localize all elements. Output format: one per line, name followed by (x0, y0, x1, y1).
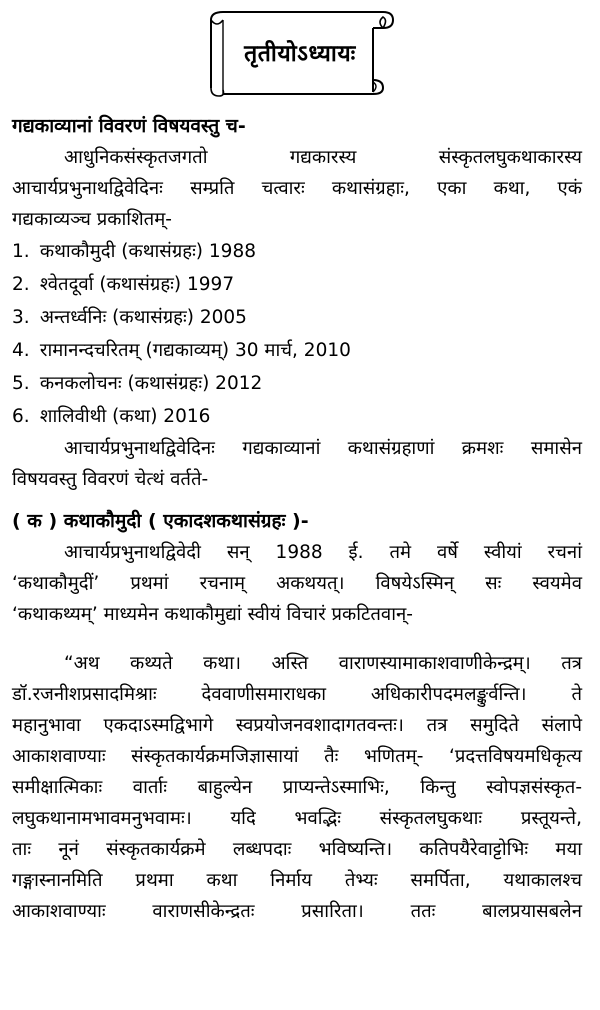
kathakaumudi-line-1: आचार्यप्रभुनाथद्विवेदी सन् 1988 ई. तमे वर्षे स्वीयां रचनां (64, 542, 582, 563)
chapter-title: तृतीयोऽध्यायः (244, 41, 356, 67)
list-item (12, 268, 582, 301)
list-item (12, 301, 582, 334)
list-item-number: 5. (12, 373, 30, 394)
quote-line-1: “अथ कथ्यते कथा। अस्ति वाराणस्यामाकाशवाणीकेन्द्रम्। तत्र (64, 653, 582, 674)
list-item-number: 2. (12, 274, 30, 295)
quote-line-4: आकाशवाण्याः संस्कृतकार्यक्रमजिज्ञासायां तैः भणितम्- ‘प्रदत्तविषयमधिकृत्य (12, 746, 582, 767)
spacer (12, 495, 582, 505)
list-item (12, 400, 582, 433)
list-item-text: रामानन्दचरितम् (गद्यकाव्यम्) 30 मार्च, 2010 (39, 340, 351, 361)
summary-line-1: आचार्यप्रभुनाथद्विवेदिनः गद्यकाव्यानां कथासंग्रहाणां क्रमशः समासेन (64, 438, 582, 459)
quote-line-7: ताः नूनं संस्कृतकार्यक्रमे लब्धपदाः भविष्यन्ति। कतिपयैरेवाट्टोभिः मया (12, 839, 582, 860)
book-page (0, 8, 600, 1010)
works-list (12, 235, 582, 433)
intro-line-3: गद्यकाव्यञ्च प्रकाशितम्- (12, 209, 172, 230)
summary-line-2: विषयवस्तु विवरणं चेत्थं वर्तते- (12, 469, 209, 490)
kathakaumudi-line-2: ‘कथाकौमुदीं’ प्रथमां रचनाम् अकथयत्। विषयेऽस्मिन् सः स्वयमेव (12, 573, 582, 594)
list-item-number: 6. (12, 406, 30, 427)
quote-line-3: महानुभावा एकदाऽस्मद्विभागे स्वप्रयोजनवशादागतवन्तः। तत्र समुदिते संलापे (12, 715, 582, 736)
list-item-number: 1. (12, 241, 30, 262)
list-item (12, 334, 582, 367)
intro-line-1: आधुनिकसंस्कृतजगतो गद्यकारस्य संस्कृतलघुकथाकारस्य (64, 147, 582, 168)
quote-line-5: समीक्षात्मिकाः वार्ताः बाहुल्येन प्राप्यन्तेऽस्माभिः, किन्तु स्वोपज्ञसंस्कृत- (12, 777, 582, 798)
list-item (12, 235, 582, 268)
quote-line-2: डॉ.रजनीशप्रसादमिश्राः देववाणीसमाराधका अधिकारीपदमलङ्कुर्वन्ति। ते (12, 684, 582, 705)
quote-line-8: गङ्गास्नानमिति प्रथमा कथा निर्माय तेभ्यः समर्पिता, यथाकालश्च (12, 870, 582, 891)
list-item-text: शालिवीथी (कथा) 2016 (39, 406, 211, 427)
chapter-scroll-banner (197, 8, 397, 100)
list-item-text: कनकलोचनः (कथासंग्रहः) 2012 (39, 373, 263, 394)
list-item-number: 3. (12, 307, 30, 328)
list-item-number: 4. (12, 340, 30, 361)
quote-line-6: लघुकथानामभावमनुभवामः। यदि भवद्भिः संस्कृतलघुकथाः प्रस्तूयन्ते, (12, 808, 582, 829)
intro-line-2: आचार्यप्रभुनाथद्विवेदिनः सम्प्रति चत्वारः कथासंग्रहाः, एका कथा, एकं (12, 178, 582, 199)
subsection-heading: ( क ) कथाकौमुदी ( एकादशकथासंग्रहः )- (12, 510, 309, 532)
list-item (12, 367, 582, 400)
list-item-text: श्वेतदूर्वा (कथासंग्रहः) 1997 (39, 274, 235, 295)
quote-line-9: आकाशवाण्याः वाराणसीकेन्द्रतः प्रसारिता। ततः बालप्रयासबलेन (12, 901, 582, 922)
spacer (12, 630, 582, 648)
section-heading: गद्यकाव्यानां विवरणं विषयवस्तु च- (12, 115, 246, 137)
list-item-text: अन्तर्ध्वनिः (कथासंग्रहः) 2005 (39, 307, 247, 328)
kathakaumudi-line-3: ‘कथाकथ्यम्’ माध्यमेन कथाकौमुद्यां स्वीयं विचारं प्रकटितवान्- (12, 604, 413, 625)
list-item-text: कथाकौमुदी (कथासंग्रहः) 1988 (39, 241, 256, 262)
